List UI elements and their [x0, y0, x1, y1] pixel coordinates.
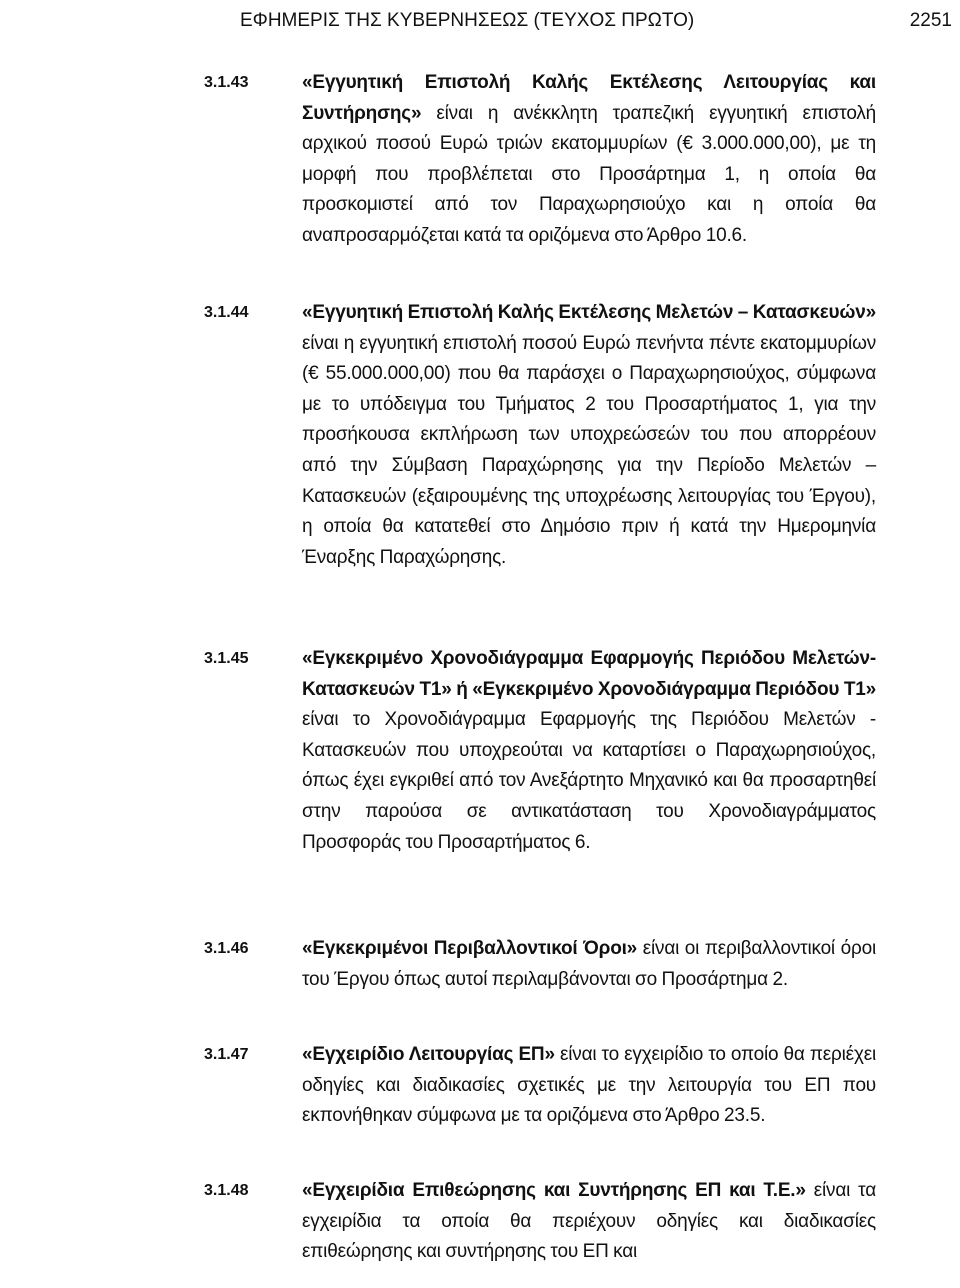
- entry-text: [302, 1040, 876, 1132]
- defined-term: «Εγχειρίδια Επιθεώρησης και Συντήρησης ΕΠ και Τ.Ε.»: [302, 1180, 806, 1201]
- entry-number: 3.1.46: [204, 940, 249, 957]
- entry-number: 3.1.43: [204, 74, 249, 91]
- defined-term: «Εγκεκριμένο Χρονοδιάγραμμα Εφαρμογής Περιόδου Μελετών-Κατασκευών Τ1» ή «Εγκεκριμένο Χρονοδιάγραμμα Περιόδου Τ1»: [302, 648, 876, 700]
- entry-text: [302, 298, 876, 573]
- definition-entry: [204, 644, 876, 858]
- defined-term: «Εγχειρίδιο Λειτουργίας ΕΠ»: [302, 1044, 555, 1065]
- gazette-title: ΕΦΗΜΕΡΙΣ ΤΗΣ ΚΥΒΕΡΝΗΣΕΩΣ (ΤΕΥΧΟΣ ΠΡΩΤΟ): [240, 10, 695, 31]
- entry-text: [302, 68, 876, 252]
- entry-text: [302, 1176, 876, 1268]
- definition-body: είναι το Χρονοδιάγραμμα Εφαρμογής της Περιόδου Μελετών - Κατασκευών που υποχρεούται να καταρτίσει ο Παραχωρησιούχος, όπως έχει εγκριθεί από τον Ανεξάρτητο Μηχανικό και θα προσαρτηθεί στην παρούσα σε αντικατάσταση του Χρονοδιαγράμματος Προσφοράς του Προσαρτήματος 6.: [302, 709, 876, 853]
- entry-number: 3.1.47: [204, 1046, 249, 1063]
- definition-entry: [204, 934, 876, 995]
- definition-entry: [204, 298, 876, 573]
- definition-body: είναι το εγχειρίδιο το οποίο θα περιέχει οδηγίες και διαδικασίες σχετικές με την λειτουργία του ΕΠ που εκπονήθηκαν σύμφωνα με τα οριζόμενα στο Άρθρο 23.5.: [302, 1044, 877, 1127]
- defined-term: «Εγγυητική Επιστολή Καλής Εκτέλεσης Μελετών – Κατασκευών»: [302, 302, 876, 323]
- definition-entry: [204, 1040, 876, 1132]
- entry-number: 3.1.48: [204, 1182, 249, 1199]
- entry-number: 3.1.44: [204, 304, 249, 321]
- entry-number: 3.1.45: [204, 650, 249, 667]
- entry-text: [302, 934, 876, 995]
- definition-body: είναι η εγγυητική επιστολή ποσού Ευρώ πενήντα πέντε εκατομμυρίων (€ 55.000.000,00) που θα παράσχει ο Παραχωρησιούχος, σύμφωνα με το υπόδειγμα του Τμήματος 2 του Προσαρτήματος 1, για την προσήκουσα εκπλήρωση των υποχρεώσεών του που απορρέουν από την Σύμβαση Παραχώρησης για την Περίοδο Μελετών – Κατασκευών (εξαιρουμένης της υποχρέωσης λειτουργίας του Έργου), η οποία θα κατατεθεί στο Δημόσιο πριν ή κατά την Ημερομηνία Έναρξης Παραχώρησης.: [302, 332, 876, 568]
- entry-text: [302, 644, 876, 858]
- defined-term: «Εγκεκριμένοι Περιβαλλοντικοί Όροι»: [302, 938, 638, 959]
- definition-body: είναι τα εγχειρίδια τα οποία θα περιέχουν οδηγίες και διαδικασίες επιθεώρησης και συντήρησης του ΕΠ και: [302, 1180, 876, 1263]
- definition-body: είναι οι περιβαλλοντικοί όροι του Έργου όπως αυτοί περιλαμβάνονται σο Προσάρτημα 2.: [302, 938, 876, 990]
- definition-body: είναι η ανέκκλητη τραπεζική εγγυητική επιστολή αρχικού ποσού Ευρώ τριών εκατομμυρίων (€ 3.000.000,00), με τη μορφή που προβλέπεται στο Προσάρτημα 1, η οποία θα προσκομιστεί από τον Παραχωρησιούχο και η οποία θα αναπροσαρμόζεται κατά τα οριζόμενα στο Άρθρο 10.6.: [302, 102, 876, 246]
- defined-term: «Εγγυητική Επιστολή Καλής Εκτέλεσης Λειτουργίας και Συντήρησης»: [302, 72, 876, 124]
- definition-entry: [204, 1176, 876, 1268]
- page-number: 2251: [909, 10, 952, 31]
- page-header: [240, 6, 952, 36]
- definition-entry: [204, 68, 876, 252]
